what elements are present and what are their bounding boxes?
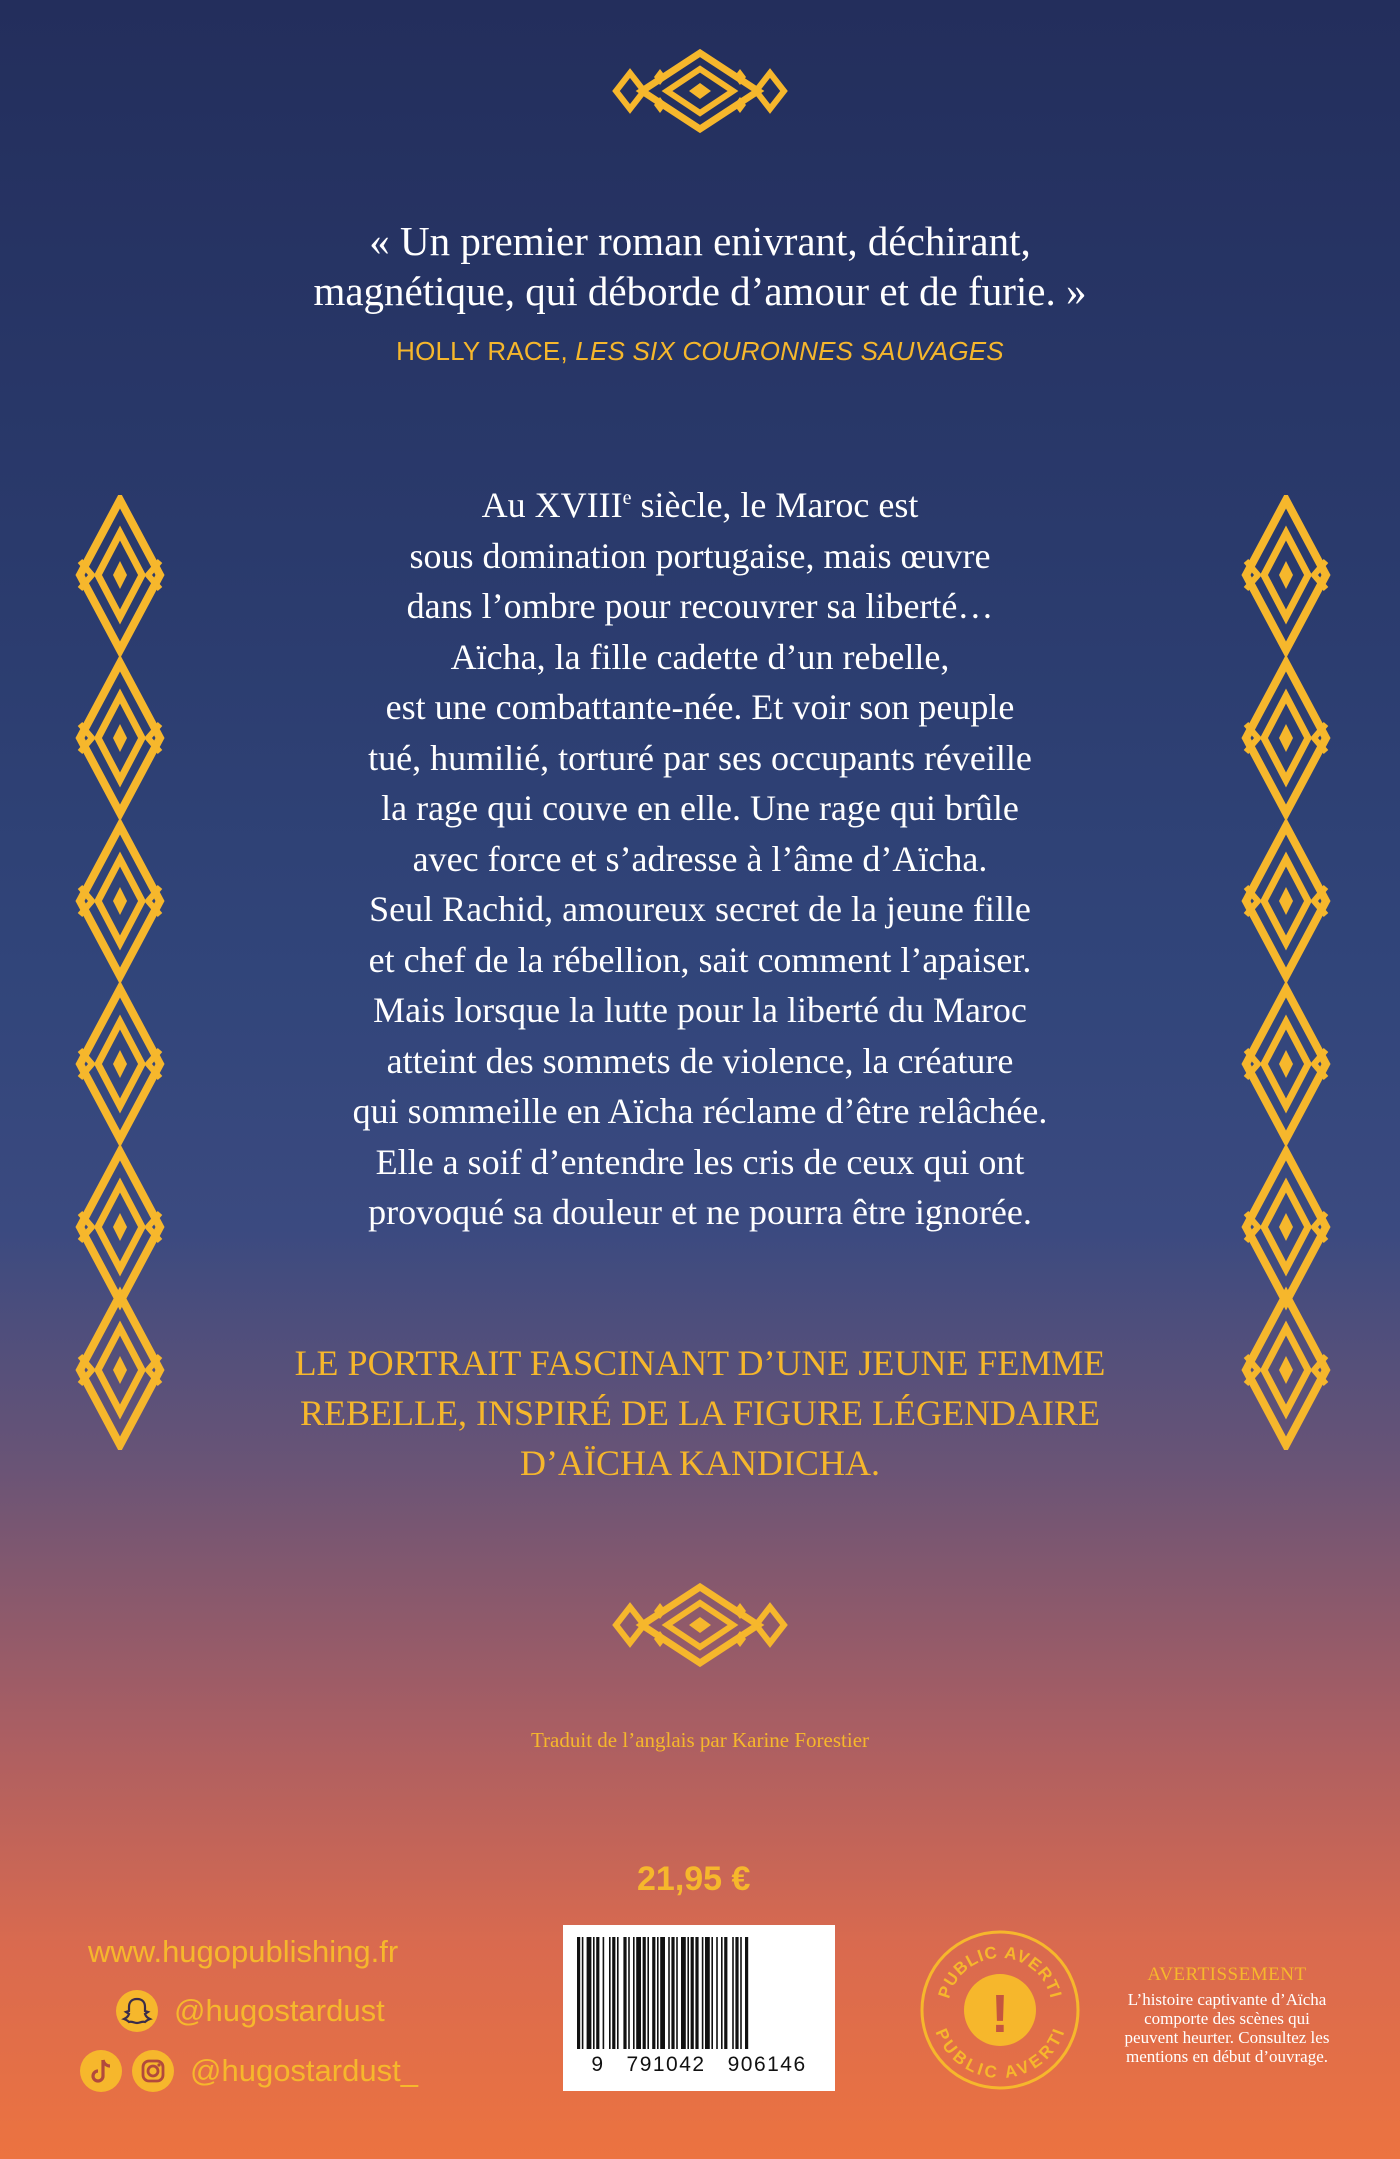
barcode-bar	[647, 1937, 649, 2049]
barcode-bar	[617, 1937, 619, 2049]
barcode-bar	[721, 1937, 723, 2049]
public-averti-badge	[918, 1928, 1082, 2092]
barcode-bar	[740, 1937, 742, 2049]
blurb-line: Elle a soif d’entendre les cris de ceux qui ont	[375, 1141, 1025, 1182]
barcode-bar	[724, 1937, 727, 2049]
barcode-bar	[745, 1937, 748, 2049]
bottom-ornament-icon	[612, 1580, 788, 1670]
isbn-barcode	[563, 1925, 835, 2091]
badge-text-bottom: PUBLIC AVERTI	[931, 2025, 1069, 2083]
barcode-bar	[582, 1937, 584, 2049]
blurb-line: Aïcha, la fille cadette d’un rebelle,	[450, 636, 950, 677]
book-blurb	[0, 473, 1400, 1238]
tagline-line: REBELLE, INSPIRÉ DE LA FIGURE LÉGENDAIRE	[300, 1393, 1100, 1433]
barcode-bar	[695, 1937, 698, 2049]
isbn-digits: 9 791042 906146	[591, 2053, 807, 2076]
snapchat-icon	[116, 1990, 158, 2032]
price: 21,95 €	[637, 1860, 751, 1898]
barcode-bar	[628, 1937, 630, 2049]
tagline	[0, 1338, 1400, 1488]
quote-line: « Un premier roman enivrant, déchirant,	[369, 218, 1031, 264]
tiktok-instagram-row[interactable]	[80, 2050, 418, 2092]
blurb-line: provoqué sa douleur et ne pourra être ignorée.	[368, 1192, 1032, 1232]
barcode-bar	[660, 1937, 665, 2049]
barcode-bar	[691, 1937, 694, 2049]
barcode-bar	[732, 1937, 734, 2049]
blurb-line: avec force et s’adresse à l’âme d’Aïcha.	[412, 838, 988, 879]
warning-line: mentions en début d’ouvrage.	[1125, 2047, 1329, 2066]
barcode-bar	[705, 1937, 710, 2049]
quote-line: magnétique, qui déborde d’amour et de furie. »	[313, 268, 1087, 314]
instagram-icon	[132, 2050, 174, 2092]
barcode-bar	[681, 1937, 686, 2049]
barcode-bar	[603, 1937, 605, 2049]
barcode-bar	[643, 1937, 646, 2049]
website-link[interactable]: www.hugopublishing.fr	[88, 1934, 399, 1969]
badge-exclamation-icon: !	[991, 1984, 1009, 2044]
barcode-bar	[652, 1937, 655, 2049]
warning-line: peuvent heurter. Consultez les	[1124, 2028, 1330, 2047]
barcode-bar	[636, 1937, 641, 2049]
barcode-bar	[587, 1937, 592, 2049]
barcode-bar	[623, 1937, 626, 2049]
barcode-bar	[668, 1937, 670, 2049]
barcode-bar	[716, 1937, 718, 2049]
barcode-bar	[711, 1937, 713, 2049]
blurb-line: sous domination portugaise, mais œuvre	[409, 535, 991, 576]
quote-source: LES SIX COURONNES SAUVAGES	[575, 336, 1004, 366]
barcode-bar	[671, 1937, 674, 2049]
snapchat-row[interactable]	[116, 1990, 385, 2032]
blurb-line: atteint des sommets de violence, la créature	[386, 1040, 1014, 1081]
translator-credit: Traduit de l’anglais par Karine Forestier	[530, 1728, 870, 1752]
barcode-bar	[633, 1937, 635, 2049]
blurb-line: Au XVIIIe siècle, le Maroc est	[481, 485, 919, 525]
blurb-line: Mais lorsque la lutte pour la liberté du Maroc	[373, 990, 1027, 1030]
blurb-line: dans l’ombre pour recouvrer sa liberté…	[406, 586, 994, 626]
top-ornament-icon	[612, 46, 788, 136]
blurb-line: Seul Rachid, amoureux secret de la jeune fille	[369, 889, 1031, 929]
barcode-bar	[702, 1937, 704, 2049]
barcode-bar	[735, 1937, 738, 2049]
barcode-bar	[596, 1937, 599, 2049]
tiktok-instagram-handle: @hugostardust_	[190, 2053, 418, 2088]
blurb-line: tué, humilié, torturé par ses occupants réveille	[368, 737, 1032, 778]
review-quote	[0, 216, 1400, 316]
barcode-bar	[657, 1937, 659, 2049]
barcode-bar	[676, 1937, 678, 2049]
blurb-line: est une combattante-née. Et voir son peuple	[385, 687, 1015, 727]
barcode-bars	[577, 1937, 821, 2049]
barcode-bar	[612, 1937, 615, 2049]
quote-author: HOLLY RACE,	[396, 336, 576, 366]
tagline-line: LE PORTRAIT FASCINANT D’UNE JEUNE FEMME	[294, 1343, 1106, 1383]
barcode-bar	[687, 1937, 689, 2049]
blurb-line: qui sommeille en Aïcha réclame d’être relâchée.	[352, 1091, 1048, 1131]
warning-title: AVERTISSEMENT	[1147, 1964, 1307, 1985]
barcode-bar	[577, 1937, 580, 2049]
content-warning	[1082, 1964, 1372, 2066]
blurb-line: la rage qui couve en elle. Une rage qui brûle	[381, 788, 1019, 828]
warning-line: L’histoire captivante d’Aïcha	[1127, 1990, 1327, 2009]
blurb-line: et chef de la rébellion, sait comment l’apaiser.	[368, 939, 1032, 980]
warning-line: comporte des scènes qui	[1144, 2009, 1310, 2028]
tagline-line: D’AÏCHA KANDICHA.	[520, 1443, 880, 1483]
tiktok-icon	[80, 2050, 122, 2092]
snapchat-handle: @hugostardust	[174, 1993, 385, 2028]
quote-attribution	[0, 336, 1400, 367]
badge-text-top: PUBLIC AVERTI	[934, 1942, 1066, 2001]
barcode-bar	[609, 1937, 611, 2049]
barcode-bar	[593, 1937, 595, 2049]
